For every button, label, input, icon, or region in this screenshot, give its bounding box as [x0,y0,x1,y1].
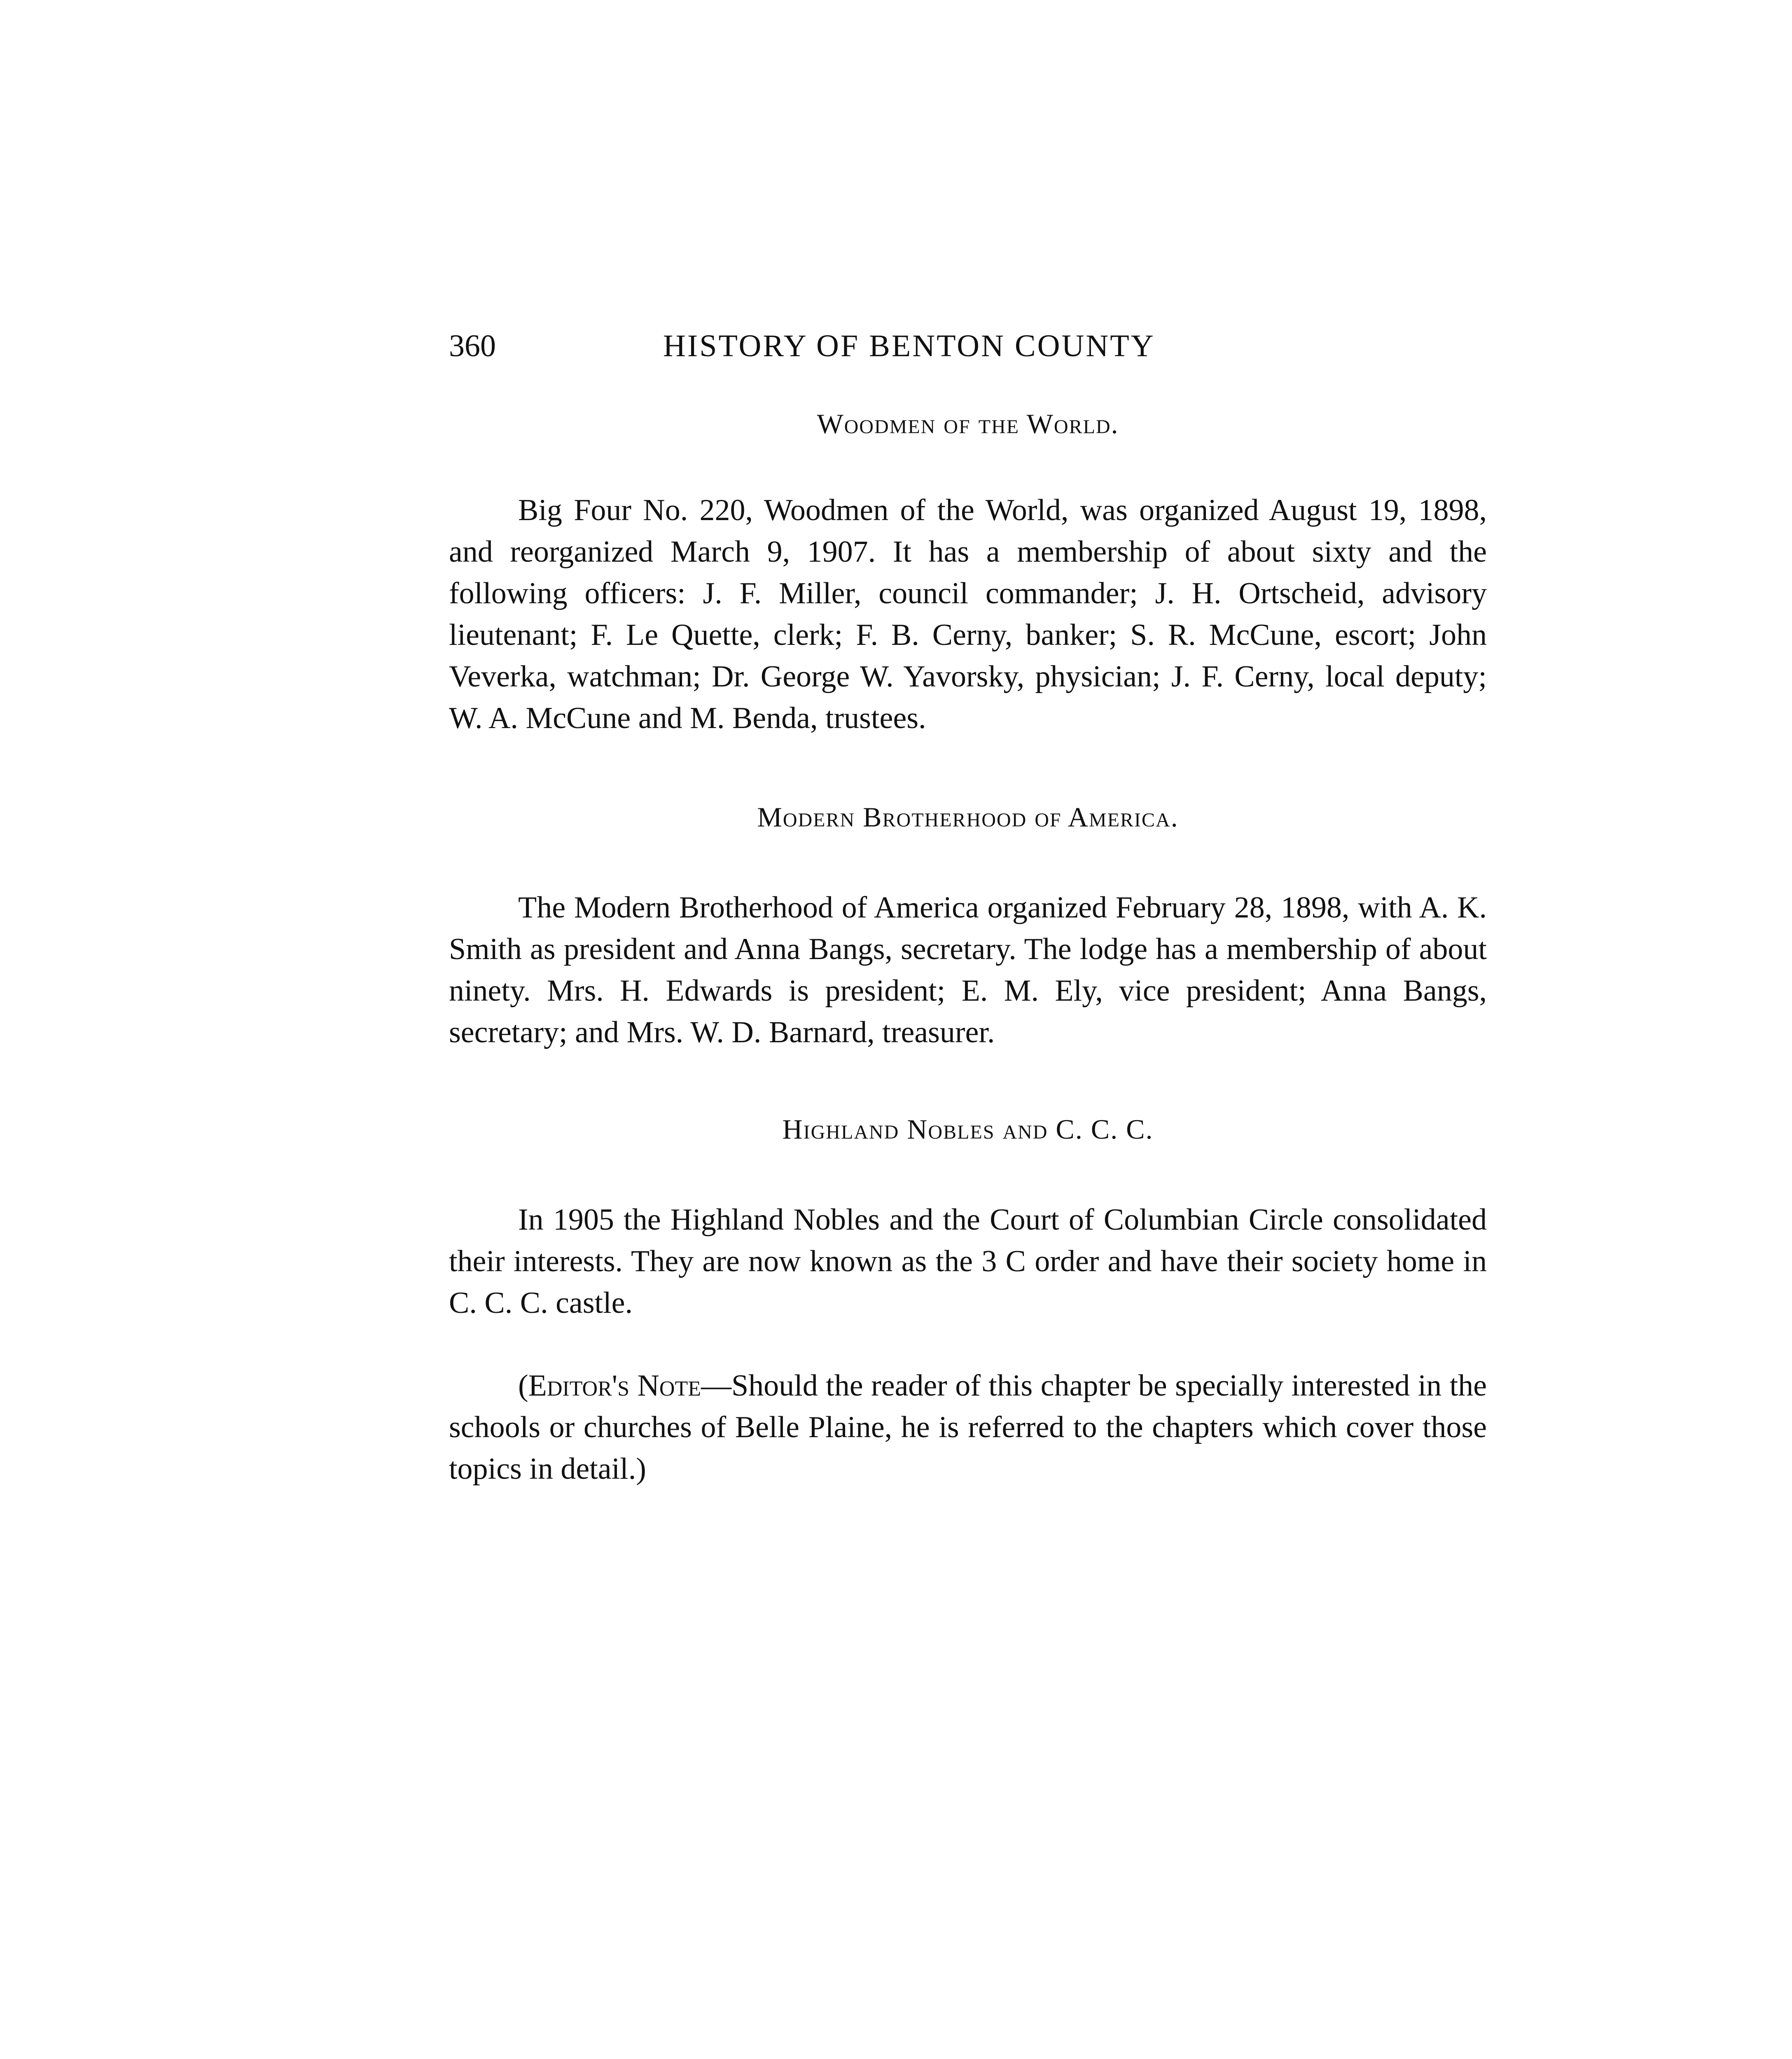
editors-note-text: —Should the reader of this chapter be specially interested in the schools or churches of Belle Plaine, he is referred to the chapters which cover those topics in detail.) [449,1369,1487,1486]
section-heading-woodmen: Woodmen of the World. [817,408,1119,439]
editors-note: (Editor's Note—Should the reader of this chapter be specially interested in the schools or churches of Belle Plaine, he is referred to the chapters which cover those topics in detail.) [449,1369,1487,1486]
section-heading-highland-nobles: Highland Nobles and C. C. C. [782,1114,1154,1145]
running-head [449,321,1487,371]
section-heading-modern-brotherhood: Modern Brotherhood of America. [757,801,1179,833]
book-page [449,321,1487,1490]
paragraph-highland-nobles: In 1905 the Highland Nobles and the Court of Columbian Circle consolidated their interests. They are now known as the 3 C order and have their society home in C. C. C. castle. [449,1203,1487,1320]
paragraph-woodmen: Big Four No. 220, Woodmen of the World, was organized August 19, 1898, and reorganized March 9, 1907. It has a membership of about sixty and the following officers: J. F. Miller, council commander; J. H. Ortscheid, advisory lieutenant; F. Le Quette, clerk; F. B. Cerny, banker; S. R. McCune, escort; John Veverka, watchman; Dr. George W. Yavorsky, physician; J. F. Cerny, local deputy; W. A. McCune and M. Benda, trustees. [449,493,1487,735]
running-title: HISTORY OF BENTON COUNTY [663,329,1155,363]
editors-note-label: Editor's Note [528,1369,701,1403]
paragraph-modern-brotherhood: The Modern Brotherhood of America organized February 28, 1898, with A. K. Smith as president and Anna Bangs, secretary. The lodge has a membership of about ninety. Mrs. H. Edwards is president; E. M. Ely, vice president; Anna Bangs, secretary; and Mrs. W. D. Barnard, treasurer. [449,891,1487,1049]
page-number: 360 [449,329,496,363]
